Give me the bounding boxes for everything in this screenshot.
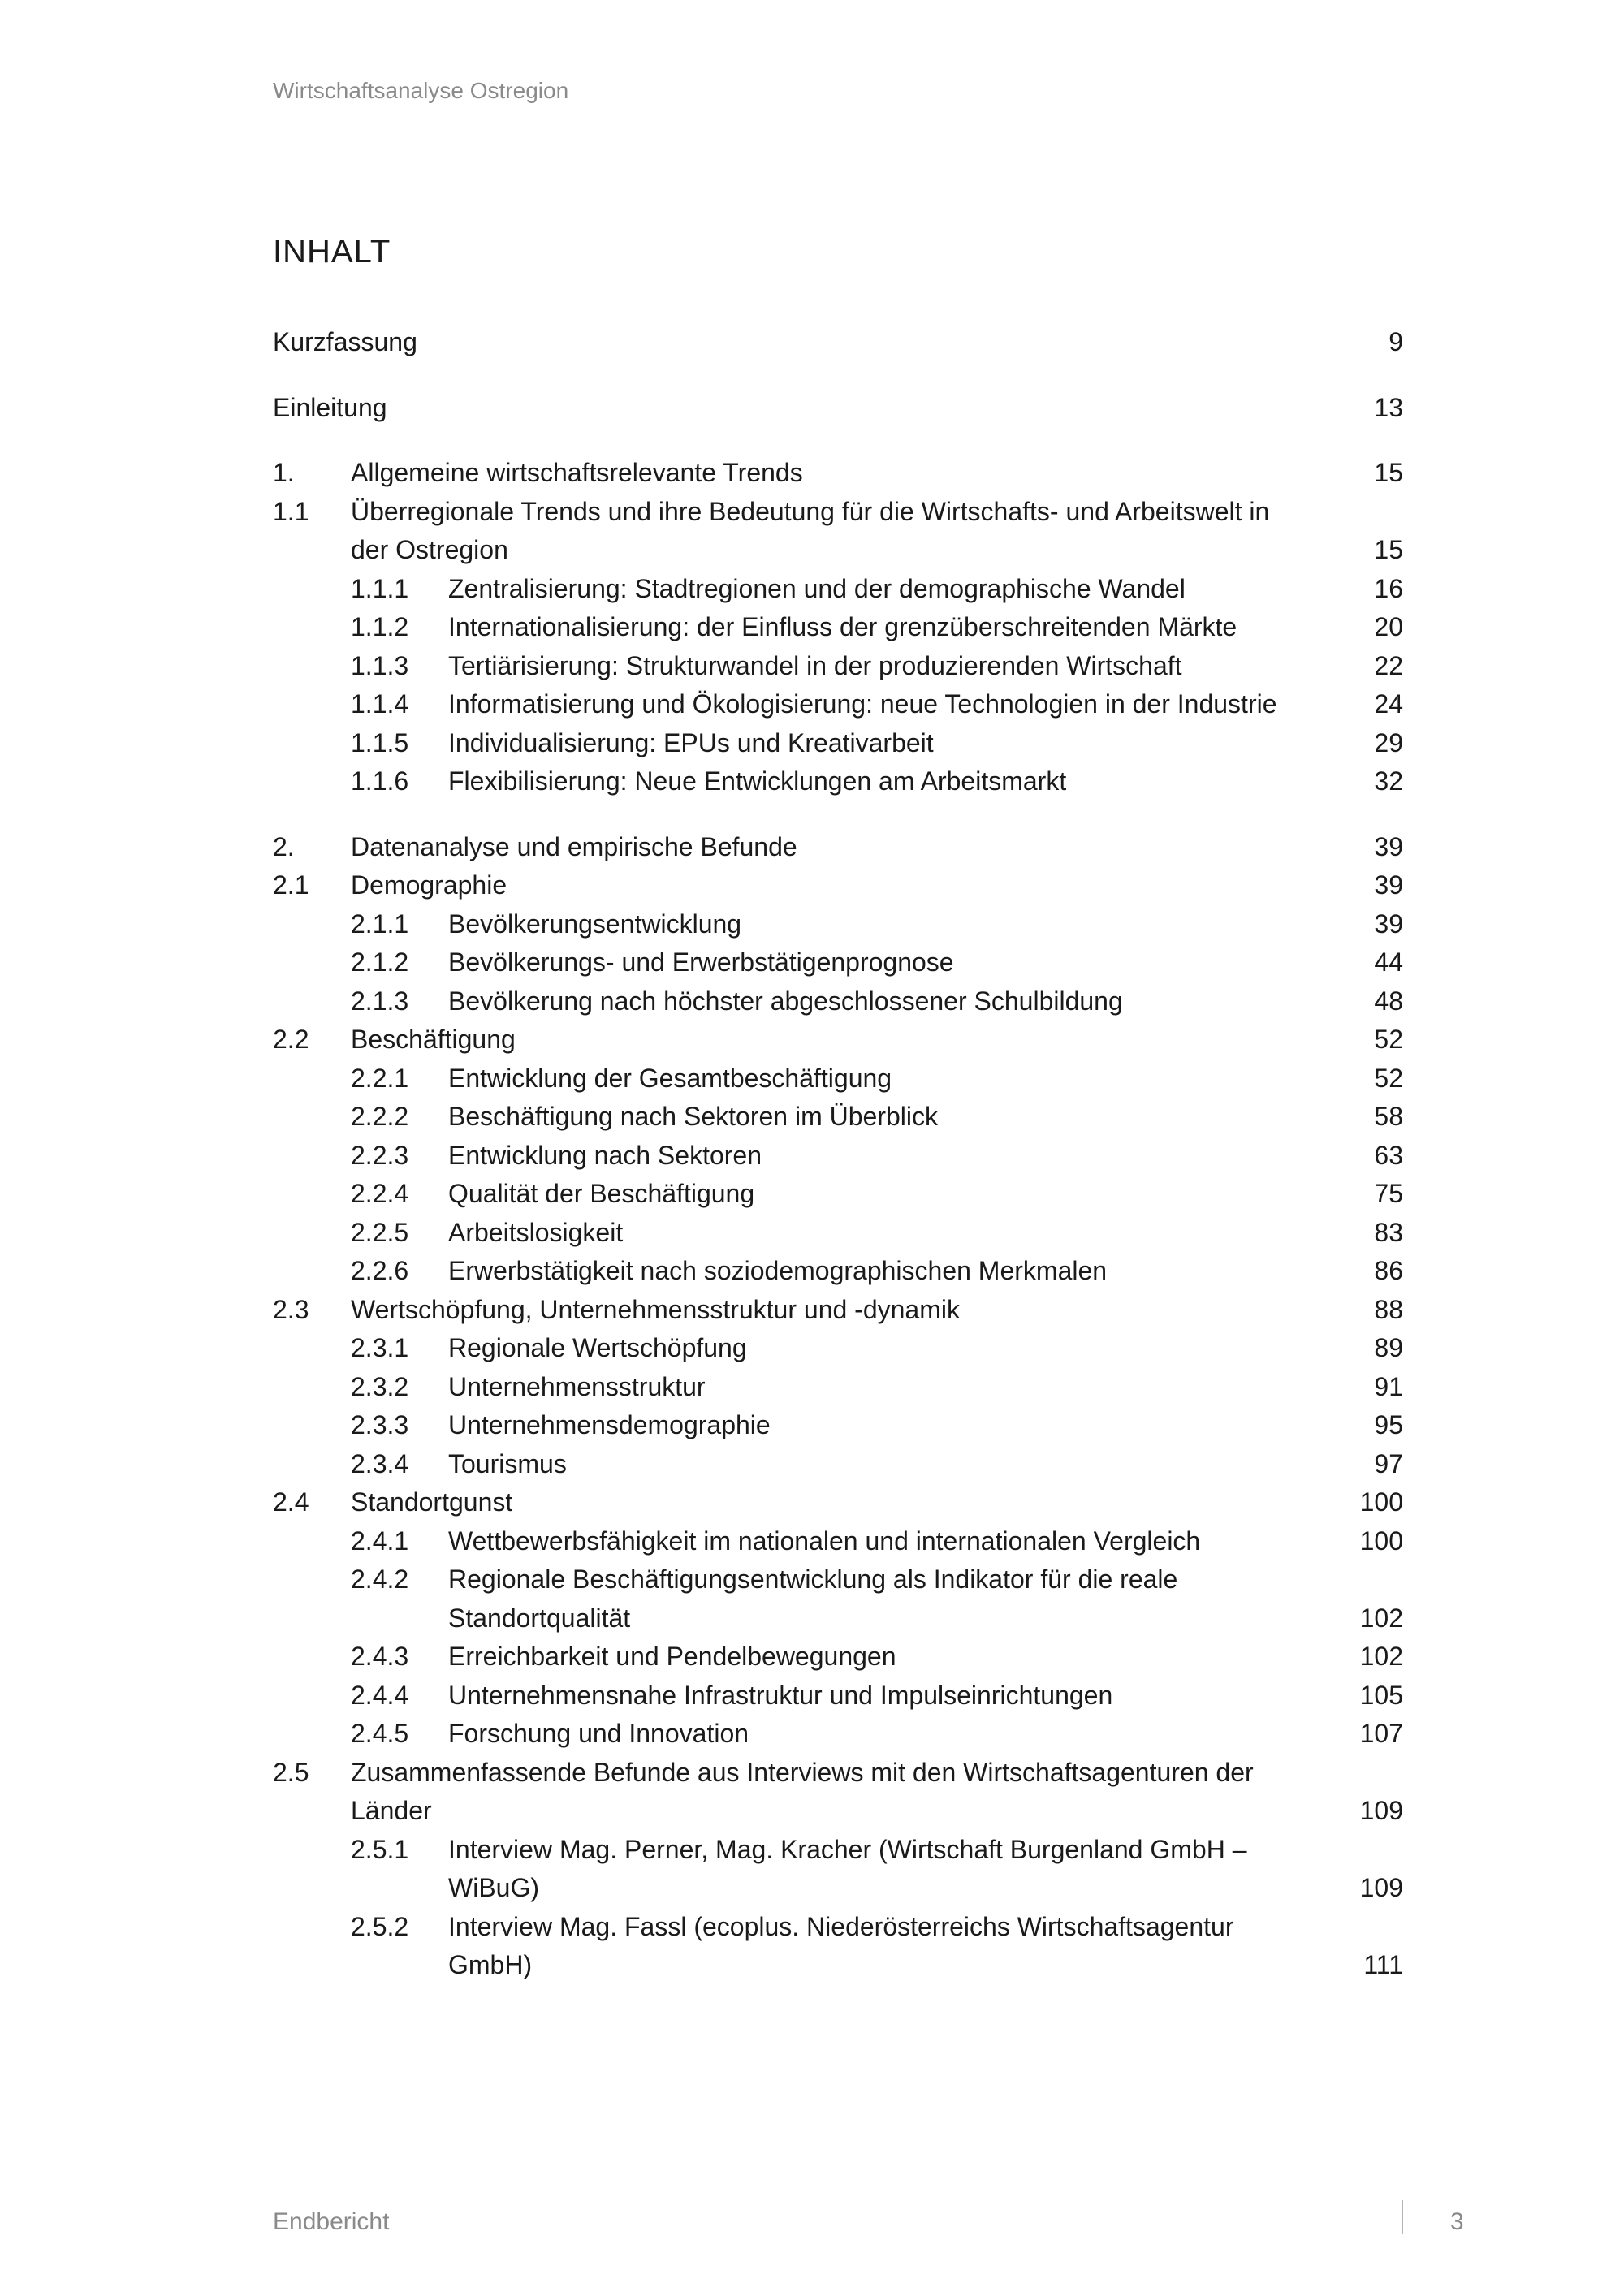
toc-entry-label: Unternehmensdemographie xyxy=(448,1410,771,1439)
toc-entry-number: 2.2.6 xyxy=(351,1256,409,1285)
toc-entry[interactable] xyxy=(273,1638,1403,1677)
toc-entry-label: Bevölkerungsentwicklung xyxy=(448,908,742,939)
toc-entry-page: 16 xyxy=(1374,573,1403,603)
toc-entry-label: Zusammenfassende Befunde aus Interviews mit den Wirtschaftsagenturen der Länder xyxy=(351,1757,1254,1825)
toc-entry-number: 2.4 xyxy=(273,1487,309,1517)
toc-entry[interactable] xyxy=(273,1175,1403,1214)
toc-entry-number: 2.2 xyxy=(273,1025,309,1054)
toc-entry-page: 52 xyxy=(1374,1025,1403,1054)
toc-entry-page: 111 xyxy=(1363,1950,1403,1979)
toc-entry-label: Allgemeine wirtschaftsrelevante Trends xyxy=(351,458,803,487)
toc-entry-label: Erreichbarkeit und Pendelbewegungen xyxy=(448,1642,896,1671)
toc-entry-page: 24 xyxy=(1374,689,1403,719)
toc-entry-number: 1.1.2 xyxy=(351,612,409,641)
toc-entry-page: 48 xyxy=(1374,986,1403,1016)
toc-entry-label: Tertiärisierung: Strukturwandel in der produzierenden Wirtschaft xyxy=(448,650,1182,680)
toc-entry-label: Regionale Wertschöpfung xyxy=(448,1333,747,1362)
toc-entry-page: 15 xyxy=(1374,535,1403,564)
toc-entry-label: Einleitung xyxy=(273,392,387,422)
toc-entry-label: Regionale Beschäftigungsentwicklung als Indikator für die reale Standortqualität xyxy=(448,1564,1178,1633)
toc-entry-number: 2.1 xyxy=(273,870,309,900)
toc-entry-label: Unternehmensnahe Infrastruktur und Impulseinrichtungen xyxy=(448,1680,1113,1710)
toc-entry-number: 1.1.4 xyxy=(351,689,409,719)
toc-entry-label: Erwerbstätigkeit nach soziodemographischen Merkmalen xyxy=(448,1256,1108,1285)
toc-entry-label: Beschäftigung nach Sektoren im Überblick xyxy=(448,1102,938,1131)
toc-entry-page: 105 xyxy=(1359,1680,1403,1710)
toc-entry-number: 2.4.1 xyxy=(351,1526,409,1556)
toc-entry[interactable] xyxy=(273,1715,1403,1754)
toc-entry-number: 1.1.3 xyxy=(351,650,409,680)
toc-entry-number: 2.2.3 xyxy=(351,1140,409,1170)
toc-entry[interactable] xyxy=(273,454,1403,493)
toc-entry-page: 100 xyxy=(1359,1487,1403,1517)
toc-entry-page: 86 xyxy=(1374,1256,1403,1285)
toc-entry-page: 29 xyxy=(1374,727,1403,757)
toc-entry-label: Arbeitslosigkeit xyxy=(448,1217,624,1247)
toc-entry-label: Überregionale Trends und ihre Bedeutung für die Wirtschafts- und Arbeitswelt in der Ostregion xyxy=(351,496,1270,564)
toc-entry[interactable] xyxy=(273,608,1403,647)
toc-entry-label: Datenanalyse und empirische Befunde xyxy=(351,831,797,861)
toc-entry[interactable] xyxy=(273,1291,1403,1330)
toc-entry-label: Kurzfassung xyxy=(273,327,417,356)
toc-entry-number: 2.2.2 xyxy=(351,1102,409,1131)
toc-entry-number: 2.1.3 xyxy=(351,986,409,1016)
toc-entry[interactable] xyxy=(273,905,1403,944)
toc-entry-page: 97 xyxy=(1374,1448,1403,1478)
toc-entry-number: 2.3.3 xyxy=(351,1410,409,1439)
toc-entry-number: 1.1.1 xyxy=(351,573,409,603)
toc-entry-label: Bevölkerung nach höchster abgeschlossener Schulbildung xyxy=(448,986,1123,1016)
toc-entry[interactable] xyxy=(273,1329,1403,1368)
toc-entry-number: 2.4.4 xyxy=(351,1680,409,1710)
toc-entry-number: 2.4.2 xyxy=(351,1564,409,1594)
toc-entry-label: Informatisierung und Ökologisierung: neue Technologien in der Industrie xyxy=(448,689,1277,719)
toc-entry[interactable] xyxy=(273,762,1403,801)
toc-entry-label: Interview Mag. Fassl (ecoplus. Niederösterreichs Wirtschaftsagentur GmbH) xyxy=(448,1911,1234,1979)
toc-entry[interactable] xyxy=(273,1060,1403,1098)
toc-entry-page: 91 xyxy=(1374,1371,1403,1401)
toc-entry-label: Wertschöpfung, Unternehmensstruktur und -dynamik xyxy=(351,1294,960,1324)
toc-entry[interactable] xyxy=(273,685,1403,724)
toc-entry-number: 2.2.5 xyxy=(351,1217,409,1247)
toc-entry[interactable] xyxy=(273,1368,1403,1407)
toc-entry-label: Individualisierung: EPUs und Kreativarbeit xyxy=(448,727,934,757)
toc-entry-number: 2.5 xyxy=(273,1757,309,1787)
toc-entry-page: 58 xyxy=(1374,1102,1403,1131)
toc-entry-number: 2.3.1 xyxy=(351,1333,409,1362)
toc-entry-page: 15 xyxy=(1374,458,1403,487)
toc-entry[interactable] xyxy=(273,1406,1403,1445)
toc-entry[interactable] xyxy=(273,1098,1403,1137)
toc-entry-number: 2.5.2 xyxy=(351,1911,409,1941)
toc-entry[interactable] xyxy=(273,1831,1403,1908)
toc-entry[interactable] xyxy=(273,389,1403,428)
toc-entry[interactable] xyxy=(273,1677,1403,1716)
toc-entry[interactable] xyxy=(273,647,1403,686)
toc-entry-number: 1. xyxy=(273,458,295,487)
toc-entry-page: 89 xyxy=(1374,1333,1403,1362)
toc-entry-label: Internationalisierung: der Einfluss der grenzüberschreitenden Märkte xyxy=(448,612,1237,641)
toc-entry-number: 2.1.2 xyxy=(351,947,409,977)
toc-entry[interactable] xyxy=(273,1445,1403,1484)
toc-entry-label: Qualität der Beschäftigung xyxy=(448,1179,755,1208)
toc-entry-label: Beschäftigung xyxy=(351,1025,516,1054)
toc-entry-page: 88 xyxy=(1374,1294,1403,1324)
toc-entry-page: 52 xyxy=(1374,1063,1403,1093)
running-header: Wirtschaftsanalyse Ostregion xyxy=(273,78,569,103)
toc-entry[interactable] xyxy=(273,943,1403,982)
toc-entry-number: 2.3 xyxy=(273,1294,309,1324)
toc-entry-label: Unternehmensstruktur xyxy=(448,1371,706,1401)
toc-entry-page: 107 xyxy=(1359,1719,1403,1748)
toc-entry-label: Wettbewerbsfähigkeit im nationalen und internationalen Vergleich xyxy=(448,1526,1201,1556)
toc-entry-page: 63 xyxy=(1374,1140,1403,1170)
toc-entry[interactable] xyxy=(273,1137,1403,1176)
toc-entry-page: 109 xyxy=(1359,1873,1403,1902)
toc-entry-number: 1.1 xyxy=(273,496,309,526)
toc-entry-label: Interview Mag. Perner, Mag. Kracher (Wirtschaft Burgenland GmbH – WiBuG) xyxy=(448,1834,1247,1902)
toc-entry-page: 39 xyxy=(1374,908,1403,939)
toc-entry[interactable] xyxy=(273,1214,1403,1253)
toc-entry-page: 39 xyxy=(1374,831,1403,861)
toc-entry-page: 102 xyxy=(1359,1603,1403,1633)
toc-entry[interactable] xyxy=(273,323,1403,362)
toc-entry-page: 9 xyxy=(1389,327,1403,356)
toc-entry-page: 39 xyxy=(1374,870,1403,900)
toc-entry[interactable] xyxy=(273,724,1403,763)
toc-entry[interactable] xyxy=(273,1021,1403,1060)
footer-divider xyxy=(1402,2200,1403,2234)
toc-entry[interactable] xyxy=(273,1908,1403,1985)
toc-entry[interactable] xyxy=(273,493,1403,570)
toc-entry-page: 22 xyxy=(1374,650,1403,680)
toc-entry[interactable] xyxy=(273,570,1403,609)
toc-entry-label: Flexibilisierung: Neue Entwicklungen am Arbeitsmarkt xyxy=(448,766,1067,796)
toc-entry-label: Demographie xyxy=(351,870,508,900)
toc-entry-label: Entwicklung nach Sektoren xyxy=(448,1140,762,1170)
toc-entry[interactable] xyxy=(273,1560,1403,1638)
toc-entry-page: 20 xyxy=(1374,612,1403,641)
toc-entry-page: 109 xyxy=(1359,1796,1403,1825)
toc-entry[interactable] xyxy=(273,866,1403,905)
toc-entry-page: 95 xyxy=(1374,1410,1403,1439)
toc-entry-label: Standortgunst xyxy=(351,1487,513,1517)
toc-entry[interactable] xyxy=(273,828,1403,867)
toc-entry-label: Tourismus xyxy=(448,1448,567,1478)
toc-entry[interactable] xyxy=(273,1754,1403,1831)
toc-entry-number: 2.2.4 xyxy=(351,1179,409,1208)
toc-entry-number: 2.4.3 xyxy=(351,1642,409,1671)
toc-entry-label: Forschung und Innovation xyxy=(448,1719,749,1748)
footer-label: Endbericht xyxy=(273,2208,390,2235)
table-of-contents xyxy=(273,323,1403,1985)
toc-entry-number: 2.2.1 xyxy=(351,1063,409,1093)
footer-page-number: 3 xyxy=(1450,2208,1464,2235)
toc-entry-number: 2.4.5 xyxy=(351,1719,409,1748)
toc-entry-number: 2.5.1 xyxy=(351,1834,409,1864)
toc-entry-label: Bevölkerungs- und Erwerbstätigenprognose xyxy=(448,947,954,977)
toc-entry-label: Entwicklung der Gesamtbeschäftigung xyxy=(448,1063,892,1093)
toc-entry-number: 2.3.2 xyxy=(351,1371,409,1401)
toc-entry-number: 2. xyxy=(273,831,295,861)
toc-entry-page: 83 xyxy=(1374,1217,1403,1247)
toc-entry[interactable] xyxy=(273,1483,1403,1522)
toc-entry-number: 2.1.1 xyxy=(351,908,409,939)
toc-entry[interactable] xyxy=(273,1522,1403,1561)
toc-entry-page: 75 xyxy=(1374,1179,1403,1208)
toc-entry[interactable] xyxy=(273,982,1403,1021)
toc-entry[interactable] xyxy=(273,1252,1403,1291)
toc-entry-number: 1.1.5 xyxy=(351,727,409,757)
toc-entry-page: 102 xyxy=(1359,1642,1403,1671)
toc-entry-page: 44 xyxy=(1374,947,1403,977)
toc-entry-number: 1.1.6 xyxy=(351,766,409,796)
toc-entry-page: 13 xyxy=(1374,392,1403,422)
page-title: INHALT xyxy=(273,234,391,270)
toc-entry-label: Zentralisierung: Stadtregionen und der demographische Wandel xyxy=(448,573,1186,603)
toc-entry-page: 100 xyxy=(1359,1526,1403,1556)
toc-entry-number: 2.3.4 xyxy=(351,1448,409,1478)
toc-entry-page: 32 xyxy=(1374,766,1403,796)
